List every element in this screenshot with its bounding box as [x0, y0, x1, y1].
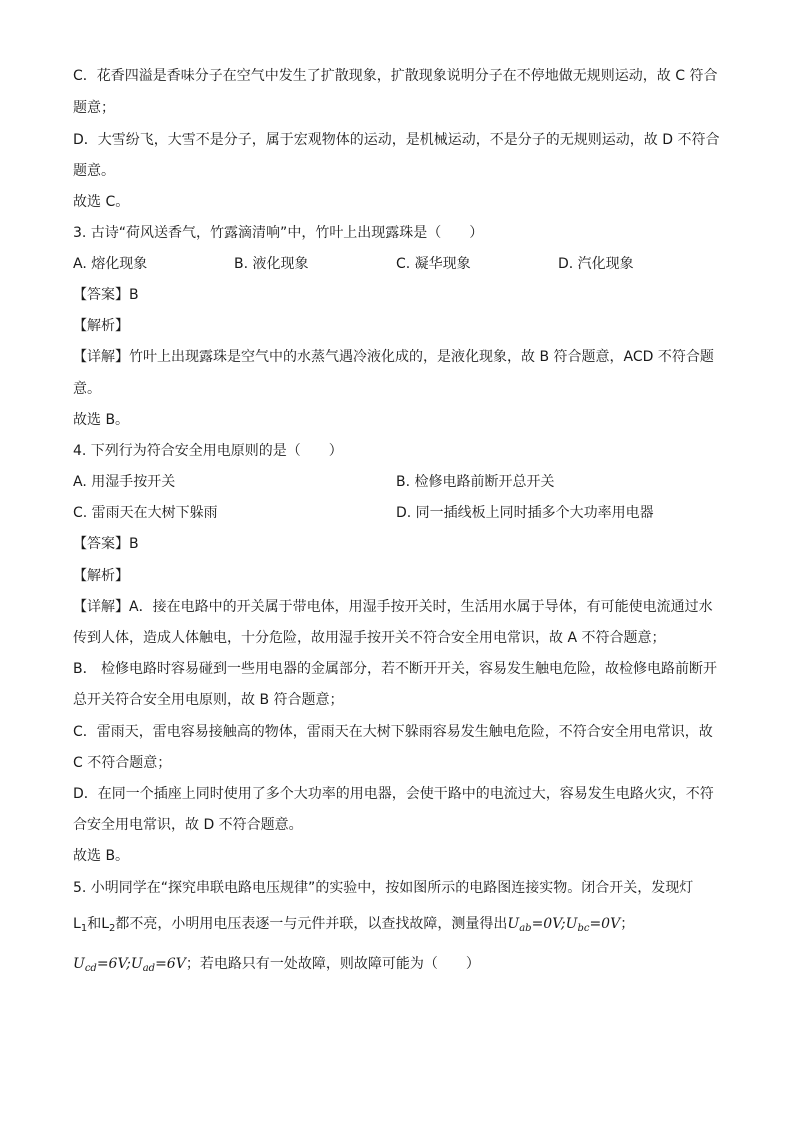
lamp-l1-label: $L_1$: [73, 916, 88, 934]
q4-detail-d-line1: D．在同一个插座上同时使用了多个大功率的用电器，会使干路中的电流过大，容易发生电路火灾，不符: [73, 786, 714, 802]
q3-answer: 【答案】B: [73, 287, 139, 303]
q3-detail-line2: 意。: [73, 381, 101, 397]
q3-option-d: D. 汽化现象: [558, 256, 634, 272]
q4-detail-d-line2: 合安全用电常识，故 D 不符合题意。: [73, 817, 303, 833]
q5-line3-text: ；若电路只有一处故障，则故障可能为（ ）: [185, 956, 480, 972]
q4-detail-b-line2: 总开关符合安全用电原则，故 B 符合题意；: [73, 692, 344, 708]
voltage-ubc: $U_{bc}=0V$: [565, 916, 621, 934]
q5-line2-text: 都不亮，小明用电压表逐一与元件并联，以查找故障，测量得出: [115, 916, 508, 932]
voltage-uad: $U_{ad}=6V$: [130, 956, 186, 974]
lamp-l2-label: $L_2$: [101, 916, 116, 934]
q4-option-c: C. 雷雨天在大树下躲雨: [73, 505, 218, 521]
q4-option-b: B. 检修电路前断开总开关: [396, 474, 555, 490]
q3-option-c: C. 凝华现象: [396, 256, 471, 272]
q5-stem-line3: [73, 954, 480, 979]
q4-option-a: A. 用湿手按开关: [73, 474, 176, 490]
q4-detail-a-line2: 传到人体，造成人体触电，十分危险，故用湿手按开关不符合安全用电常识，故 A 不符合题意；: [73, 630, 666, 646]
q3-stem: 3. 古诗“荷风送香气，竹露滴清响”中，竹叶上出现露珠是（ ）: [73, 225, 484, 241]
q2-option-c-explanation-line1: C．花香四溢是香味分子在空气中发生了扩散现象，扩散现象说明分子在不停地做无规则运动，故 C 符合: [73, 68, 718, 84]
q4-detail-c-line2: C 不符合题意；: [73, 755, 172, 771]
q2-option-d-explanation-line1: D．大雪纷飞，大雪不是分子，属于宏观物体的运动，是机械运动，不是分子的无规则运动，故 D 不符合: [73, 132, 720, 148]
voltage-uab: $U_{ab}=0V$;: [507, 916, 566, 934]
q2-option-d-explanation-line2: 题意。: [73, 163, 115, 179]
q5-stem-line2: [73, 914, 634, 939]
q4-final-choice: 故选 B。: [73, 848, 130, 864]
q4-detail-a-line1: 【详解】A．接在电路中的开关属于带电体，用湿手按开关时，生活用水属于导体，有可能使电流通过水: [73, 599, 713, 615]
q2-final-choice: 故选 C。: [73, 194, 130, 210]
voltage-ucd: $U_{cd}=6V$;: [73, 956, 131, 974]
q5-line2-end: ；: [620, 916, 635, 932]
q5-stem-line1: 5. 小明同学在“探究串联电路电压规律”的实验中，按如图所示的电路图连接实物。闭合开关，发现灯: [73, 880, 694, 896]
q4-answer: 【答案】B: [73, 536, 139, 552]
conjunction-text: 和: [87, 916, 102, 932]
q4-stem: 4. 下列行为符合安全用电原则的是（ ）: [73, 443, 343, 459]
q2-option-c-explanation-line2: 题意；: [73, 100, 115, 116]
q4-detail-b-line1: B． 检修电路时容易碰到一些用电器的金属部分，若不断开开关，容易发生触电危险，故检修电路前断开: [73, 661, 718, 677]
q3-detail-line1: 【详解】竹叶上出现露珠是空气中的水蒸气遇冷液化成的，是液化现象，故 B 符合题意，ACD 不符合题: [73, 349, 714, 365]
q3-analysis-heading: 【解析】: [73, 318, 129, 334]
q3-final-choice: 故选 B。: [73, 412, 130, 428]
q3-option-b: B. 液化现象: [234, 256, 309, 272]
q4-detail-c-line1: C．雷雨天，雷电容易接触高的物体，雷雨天在大树下躲雨容易发生触电危险，不符合安全用电常识，故: [73, 724, 713, 740]
q4-analysis-heading: 【解析】: [73, 568, 129, 584]
q3-option-a: A. 熔化现象: [73, 256, 148, 272]
q4-option-d: D. 同一插线板上同时插多个大功率用电器: [396, 505, 654, 521]
